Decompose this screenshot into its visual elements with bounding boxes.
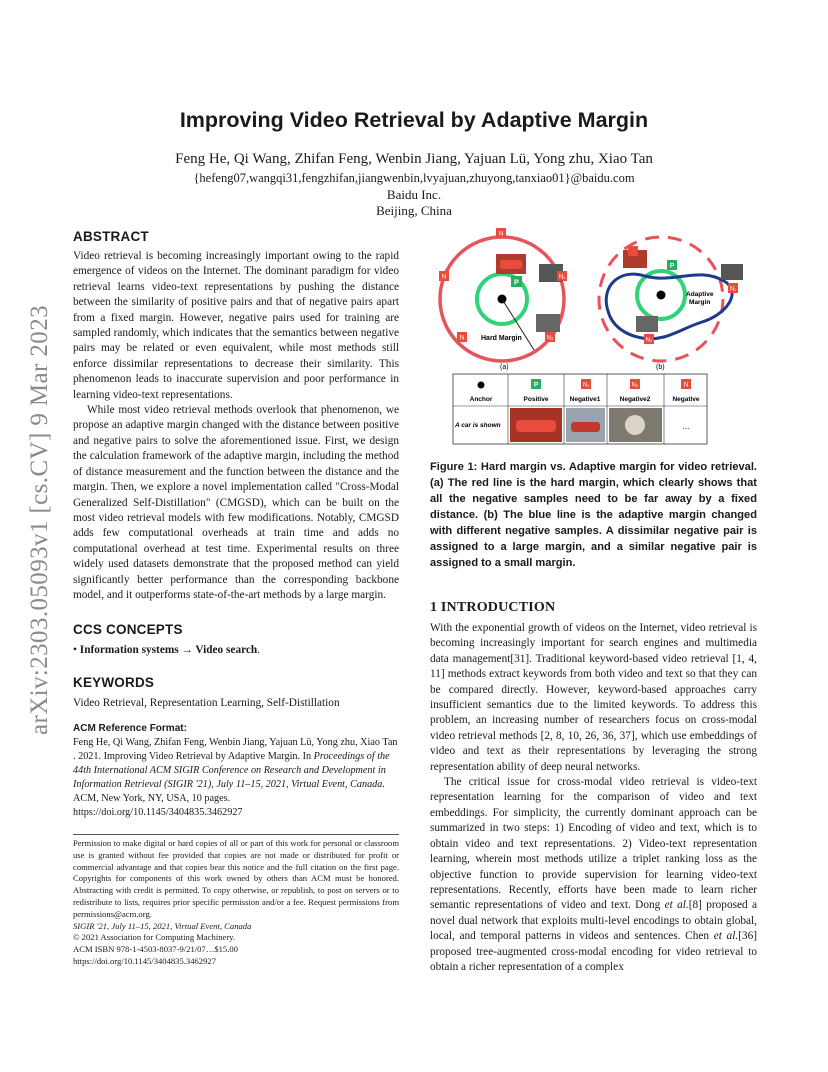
venue-line: SIGIR '21, July 11–15, 2021, Virtual Event, Canada xyxy=(73,920,252,931)
keywords-section xyxy=(73,675,399,711)
acm-reference-text: Feng He, Qi Wang, Zhifan Feng, Wenbin Jiang, Yajuan Lü, Yong zhu, Xiao Tan . 2021. Improving Video Retrieval by Adaptive Margin. In Proceedings of the 44th International ACM SIGIR Conference on Research and Development in Information Retrieval (SIGIR '21), July 11–15, 2021, Virtual Event, Canada. ACM, New York, NY, USA, 10 pages. https://doi.org/10.1145/3404835.3462927 xyxy=(73,737,398,818)
negative1-label-b: N₁ xyxy=(729,286,737,293)
adaptive-margin-label-2: Margin xyxy=(689,299,711,306)
adaptive-margin-label-1: Adaptive xyxy=(686,291,714,298)
car-thumb-b2 xyxy=(721,264,743,280)
figure-caption-block xyxy=(430,459,757,571)
legend-ellipsis: ... xyxy=(682,422,690,431)
adaptive-margin-path xyxy=(606,274,732,339)
ccs-heading: CCS CONCEPTS xyxy=(73,622,183,637)
footnote-rule xyxy=(73,834,399,835)
introduction-paragraph-2: The critical issue for cross-modal video retrieval is video-text representation learning for the comparison of video and text embeddings. For simplicity, the currently dominant approach can be summarized in two steps: 1) Encoding of video and text, which is to obtain video and text representations. 2) Video-text representation learning, wherein most methods utilize a triplet ranking loss as the objective function to provide supervision for learning video-text representations. Recently, efforts have been made to learn richer semantic representations of video and text. Dong et al.[8] proposed a novel dual network that exploits multi-level encodings to obtain global, local, and temporal patterns in videos and sentences. Chen et al.[36] proposed tree-augmented cross-modal encoding for video retrieval to obtain a richer representation of a complex xyxy=(430,776,757,973)
legend-negative1-node-label: N₁ xyxy=(582,382,590,389)
legend-car-negative1 xyxy=(571,422,600,432)
legend-negative2-label: Negative2 xyxy=(619,396,651,403)
introduction-paragraph-1: With the exponential growth of videos on the Internet, video retrieval is becoming increasingly important for search engines and multimedia data management[31]. Traditional keyword-based video retrieval [1, 4, 11] methods extract keywords from both video and text so that they can be compared directly. However, keyword-based approaches carry insufficient semantics due to the limited keywords. To address this problem, an increasing number of researchers focus on cross-modal video retrieval methods [2, 8, 10, 26, 36, 37], which use embeddings of video and text as their representations by leveraging the strong representation ability of deep neural networks. xyxy=(430,622,757,773)
car-thumb-b3 xyxy=(636,316,658,332)
legend-negative-label: Negative xyxy=(672,396,700,403)
legend-car-positive xyxy=(516,420,556,432)
legend-negative1-label: Negative1 xyxy=(569,396,601,403)
legend-sentence: A car is shown xyxy=(455,422,501,429)
figure-1 xyxy=(430,226,760,446)
legend-negative2-node-label: N₂ xyxy=(631,382,639,389)
abstract-paragraph-2: While most video retrieval methods overlook that phenomenon, we propose an adaptive margin changed with the distance between positive and negative pairs to solve the aforementioned issue. First, we design the calculation framework of the adaptive margin, including the method of distance measurement and the function between the distance and the margin. Then, we explore a novel implementation called "Cross-Modal Generalized Self-Distillation" (CMGSD), which can be built on the most video retrieval models with few modifications. Notably, CMGSD adds few computational overheads at train time and adds no computational overhead at test time. Experimental results on three widely used datasets demonstrate that the proposed method can yield significantly better performance than the corresponding backbone model, and it outperforms state-of-the-art methods by a large margin. xyxy=(73,404,399,601)
ccs-item: • Information systems → Video search. xyxy=(73,644,261,656)
label-a: (a) xyxy=(500,364,509,371)
location: Beijing, China xyxy=(376,203,452,218)
acm-reference xyxy=(73,723,399,820)
permission-text: Permission to make digital or hard copies of all or part of this work for personal or classroom use is granted without fee provided that copies are not made or distributed for profit or commercial advantage and that copies bear this notice and the full citation on the first page. Copyrights for components of this work owned by others than ACM must be honored. Abstracting with credit is permitted. To copy otherwise, or republish, to post on servers or to redistribute to lists, requires prior specific permission and/or a fee. Request permissions from permissions@acm.org. xyxy=(73,838,399,919)
abstract-heading: ABSTRACT xyxy=(73,229,149,244)
introduction-section xyxy=(430,600,757,975)
abstract-section xyxy=(73,229,399,603)
negative-node-b1 xyxy=(628,246,638,256)
copyright-line: © 2021 Association for Computing Machinery. xyxy=(73,932,236,943)
affiliation: Baidu Inc. xyxy=(386,187,442,202)
negative1-label-a: N₁ xyxy=(558,274,566,281)
negative2-label-a: N₂ xyxy=(546,335,554,342)
introduction-heading: 1 INTRODUCTION xyxy=(430,600,556,615)
keywords-heading: KEYWORDS xyxy=(73,675,155,690)
acm-reference-heading: ACM Reference Format: xyxy=(73,723,187,734)
negative2-label-b: N₂ xyxy=(645,337,653,344)
permission-notice xyxy=(73,838,399,968)
author-list: Feng He, Qi Wang, Zhifan Feng, Wenbin Jiang, Yajuan Lü, Yong zhu, Xiao Tan xyxy=(175,151,653,167)
ccs-section xyxy=(73,622,399,658)
hard-margin-label: Hard Margin xyxy=(481,335,522,342)
label-b: (b) xyxy=(656,364,665,371)
positive-label-a: P xyxy=(514,279,519,287)
abstract-paragraph-1: Video retrieval is becoming increasingly important owing to the rapid emergence of videos on the Internet. The dominant paradigm for video retrieval learns video-text representations by pushing the distance between the similarity of positive pairs and that of negative pairs apart from a fixed margin. However, negative pairs used for training are sampled randomly, which indicates that the semantics between negative pairs may be related or even equivalent, while most methods still enforce dissimilar representations to decrease their similarity. This phenomenon leads to inaccurate supervision and poor performance in learning video-text representations. xyxy=(73,250,399,401)
figure-caption: Figure 1: Hard margin vs. Adaptive margin for video retrieval. (a) The red line is the hard margin, which clearly shows that all the negative samples need to be far away by a fixed distance. (b) The blue line is the adaptive margin changed with different negative samples. A dissimilar negative pair is assigned to a large margin, and a similar negative pair is assigned to a small margin. xyxy=(430,461,757,569)
legend-positive-label: Positive xyxy=(523,396,549,403)
paper-title: Improving Video Retrieval by Adaptive Margin xyxy=(179,108,649,132)
arxiv-stamp: arXiv:2303.05093v1 [cs.CV] 9 Mar 2023 xyxy=(26,304,53,736)
positive-label-b: P xyxy=(669,262,675,270)
negative-label-bottom-a: N xyxy=(459,334,465,342)
legend-positive-node-label: P xyxy=(533,381,539,389)
car-thumb-a3 xyxy=(536,314,560,332)
legend-negative-node-label: N xyxy=(683,381,689,389)
negative-label-top-a: N xyxy=(498,230,504,238)
isbn-line: ACM ISBN 978-1-4503-8037-9/21/07…$15.00 xyxy=(73,944,238,955)
negative-label-left-a: N xyxy=(441,273,447,281)
keywords-text: Video Retrieval, Representation Learning, Self-Distillation xyxy=(73,697,340,709)
author-emails: {hefeng07,wangqi31,fengzhifan,jiangwenbin,lvyajuan,zhuyong,tanxiao01}@baidu.com xyxy=(193,171,635,185)
legend-anchor-label: Anchor xyxy=(469,396,493,403)
anchor-dot-b xyxy=(657,291,666,300)
car-shape-a1 xyxy=(500,260,522,269)
doi-line: https://doi.org/10.1145/3404835.3462927 xyxy=(73,955,216,966)
legend-anchor-dot xyxy=(478,382,485,389)
legend-wheel-negative2 xyxy=(625,415,645,435)
